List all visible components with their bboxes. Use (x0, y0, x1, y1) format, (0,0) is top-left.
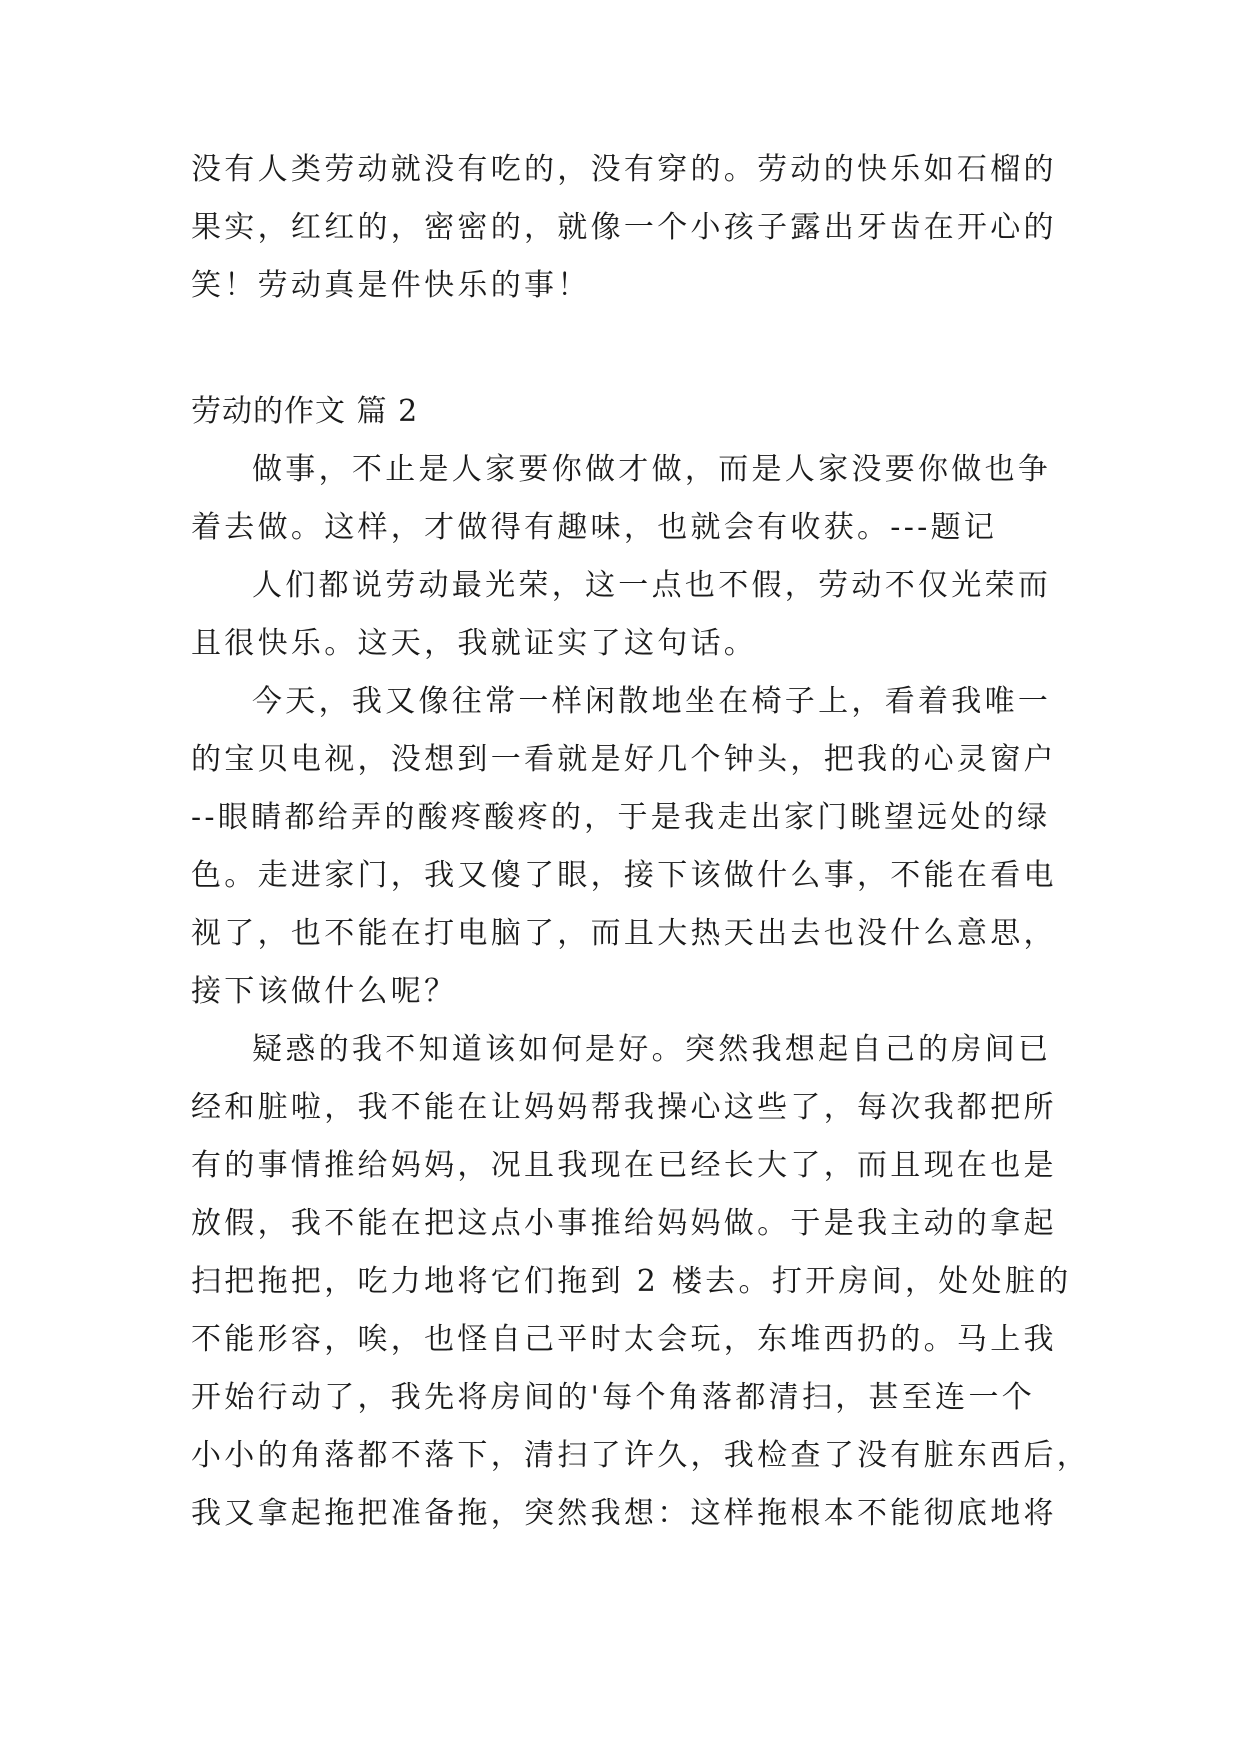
text-line: 扫把拖把，吃力地将它们拖到 2 楼去。打开房间，处处脏的 (191, 1264, 1072, 1299)
text-line: 接下该做什么呢？ (191, 974, 458, 1009)
text-line: 色。走进家门，我又傻了眼，接下该做什么事，不能在看电 (191, 858, 1057, 893)
text-line: 且很快乐。这天，我就证实了这句话。 (191, 626, 758, 661)
text-line: 小小的角落都不落下，清扫了许久，我检查了没有脏东西后， (191, 1438, 1091, 1473)
text-line: 有的事情推给妈妈，况且我现在已经长大了，而且现在也是 (191, 1148, 1057, 1183)
section-heading: 劳动的作文 篇 2 (191, 394, 419, 429)
text-line: 做事，不止是人家要你做才做，而是人家没要你做也争 (252, 452, 1052, 487)
text-line: --眼睛都给弄的酸疼酸疼的，于是我走出家门眺望远处的绿 (191, 800, 1051, 835)
text-line: 今天，我又像往常一样闲散地坐在椅子上，看着我唯一 (252, 684, 1052, 719)
text-line: 经和脏啦，我不能在让妈妈帮我操心这些了，每次我都把所 (191, 1090, 1057, 1125)
text-line: 放假，我不能在把这点小事推给妈妈做。于是我主动的拿起 (191, 1206, 1057, 1241)
text-line: 人们都说劳动最光荣，这一点也不假，劳动不仅光荣而 (252, 568, 1052, 603)
text-line: 疑惑的我不知道该如何是好。突然我想起自己的房间已 (252, 1032, 1052, 1067)
text-line: 笑！劳动真是件快乐的事！ (191, 268, 591, 303)
text-line: 不能形容，唉，也怪自己平时太会玩，东堆西扔的。马上我 (191, 1322, 1057, 1357)
text-line: 的宝贝电视，没想到一看就是好几个钟头，把我的心灵窗户 (191, 742, 1057, 777)
text-line: 我又拿起拖把准备拖，突然我想：这样拖根本不能彻底地将 (191, 1496, 1057, 1531)
text-line: 着去做。这样，才做得有趣味，也就会有收获。---题记 (191, 510, 998, 545)
text-line: 果实，红红的，密密的，就像一个小孩子露出牙齿在开心的 (191, 210, 1057, 245)
text-line: 视了，也不能在打电脑了，而且大热天出去也没什么意思， (191, 916, 1057, 951)
text-line: 没有人类劳动就没有吃的，没有穿的。劳动的快乐如石榴的 (191, 152, 1057, 187)
text-line: 开始行动了，我先将房间的'每个角落都清扫，甚至连一个 (191, 1380, 1036, 1415)
